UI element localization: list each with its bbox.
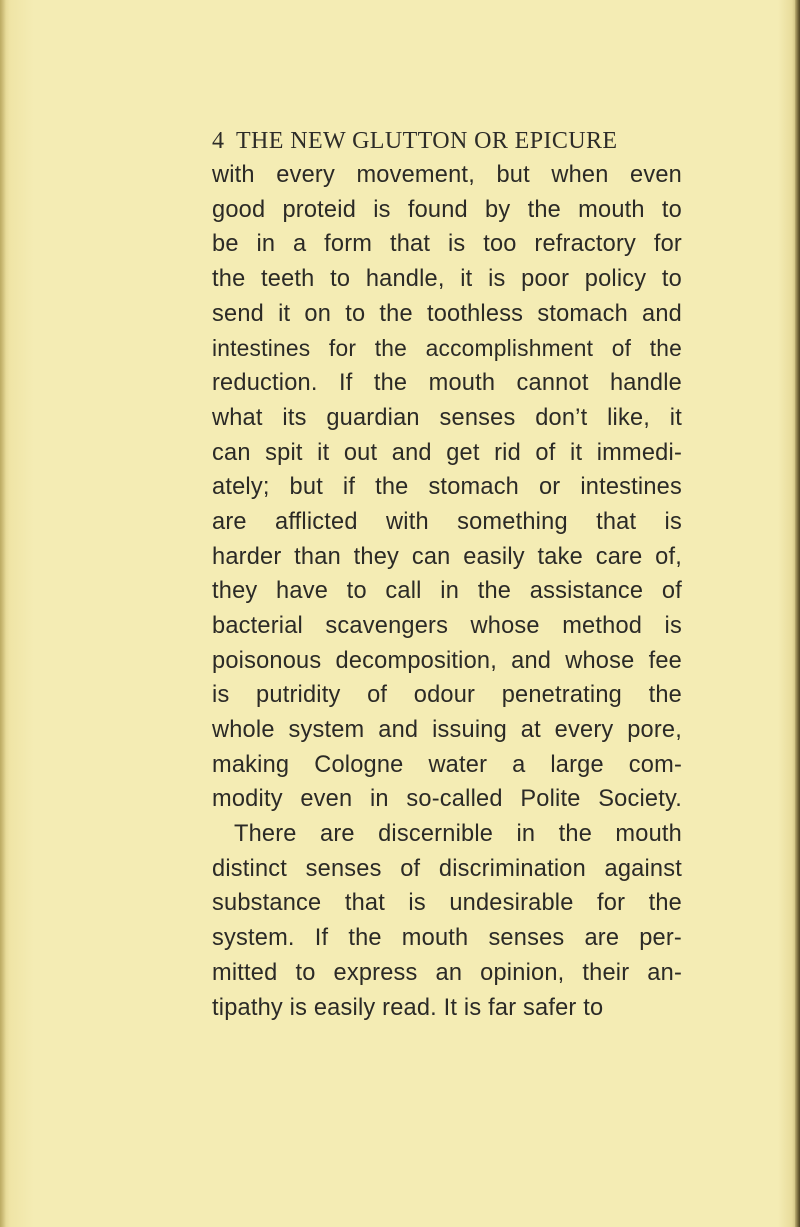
page-right-edge (795, 0, 800, 1227)
text-line: whole system and issuing at every pore, (212, 717, 682, 743)
text-line: intestines for the accomplishment of the (212, 335, 682, 362)
text-line: substance that is undesirable for the (212, 890, 682, 917)
text-line: send it on to the toothless stomach and (212, 300, 682, 327)
text-line: are afflicted with something that is (212, 508, 682, 535)
text-line: be in a form that is too refractory for (212, 231, 682, 258)
text-line: bacterial scavengers whose method is (212, 612, 682, 639)
text-line: modity even in so-called Polite Society. (212, 786, 682, 813)
running-head (212, 128, 692, 162)
running-head-title: THE NEW GLUTTON OR EPICURE (236, 128, 618, 154)
text-line: they have to call in the assistance of (212, 578, 682, 605)
text-line: tipathy is easily read. It is far safer to (212, 994, 604, 1021)
text-line: with every movement, but when even (212, 162, 682, 188)
text-line: what its guardian senses don’t like, it (212, 404, 682, 431)
text-line-paragraph-start: There are discernible in the mouth (234, 821, 682, 848)
text-line: is putridity of odour penetrating the (212, 682, 682, 709)
text-line: distinct senses of discrimination against (212, 855, 682, 882)
text-line: making Cologne water a large com- (212, 751, 682, 778)
text-line: good proteid is found by the mouth to (212, 196, 682, 223)
text-line: the teeth to handle, it is poor policy to (212, 266, 682, 293)
text-line: harder than they can easily take care of, (212, 543, 682, 570)
page-number: 4 (212, 128, 225, 154)
text-line: system. If the mouth senses are per- (212, 925, 682, 952)
text-line: reduction. If the mouth cannot handle (212, 370, 682, 397)
body-text (212, 158, 682, 1025)
text-line: mitted to express an opinion, their an- (212, 959, 682, 986)
text-line: can spit it out and get rid of it immedi- (212, 439, 682, 466)
page-gutter-shadow (0, 0, 6, 1227)
text-line: ately; but if the stomach or intestines (212, 474, 682, 501)
text-line: poisonous decomposition, and whose fee (212, 647, 682, 674)
